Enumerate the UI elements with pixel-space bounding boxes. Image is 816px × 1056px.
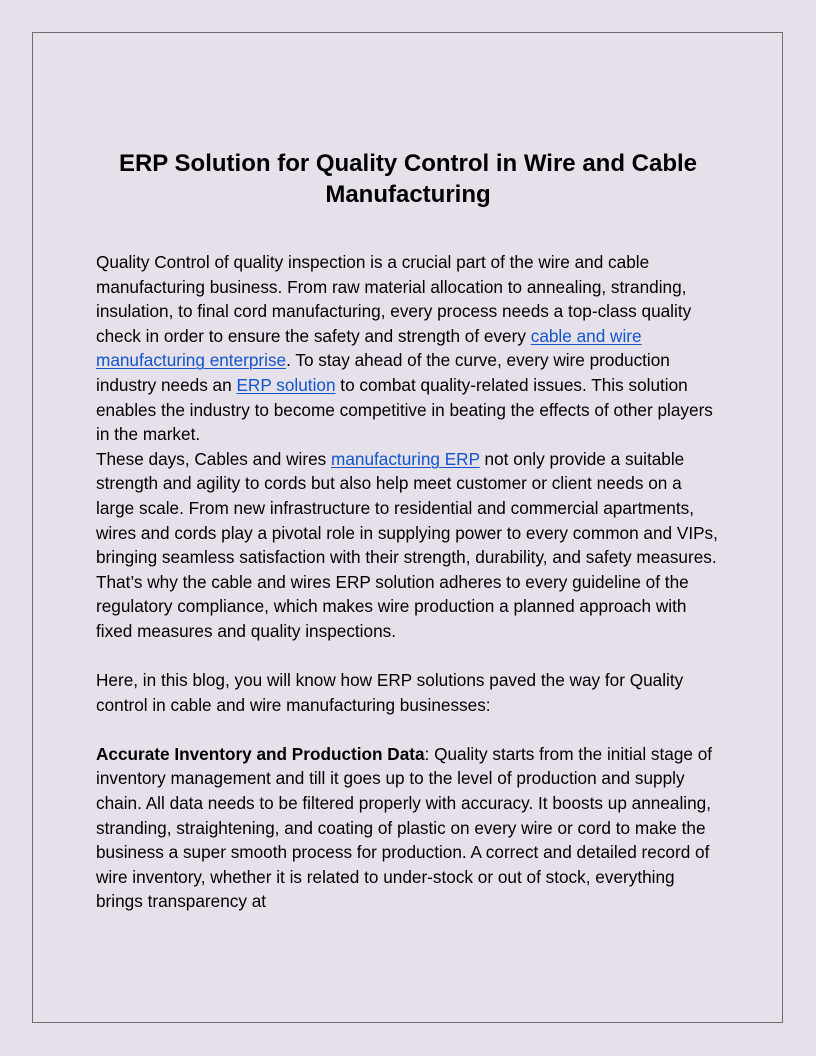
intro-text-3: to combat quality-related issues. This solution enables the industry to become competitive in beating the effects of other players in the market. [96,374,713,445]
inventory-section-paragraph [96,742,720,914]
intro-text-1: Quality Control of quality inspection is a crucial part of the wire and cable manufacturing business. From raw material allocation to annealing, stranding, insulation, to final cord manufacturing, every process needs a top-class quality check in order to ensure the safety and strength of every [96,252,692,346]
second-text-1: These days, Cables and wires [96,448,332,469]
intro-paragraph [96,250,720,447]
erp-solution-link[interactable]: ERP solution [236,374,336,395]
paragraph-spacer [96,717,720,742]
page-title: ERP Solution for Quality Control in Wire and Cable Manufacturing [118,150,698,208]
second-paragraph [96,447,720,644]
second-text-2: not only provide a suitable strength and agility to cords but also help meet customer or client needs on a large scale. From new infrastructure to residential and commercial apartments, wires and cords play a pivotal role in supplying power to every common and VIPs, bringing seamless satisfaction with their strength, durability, and safety measures. That’s why the cable and wires ERP solution adheres to every guideline of the regulatory compliance, which makes wire production a planned approach with fixed measures and quality inspections. [96,448,718,641]
cable-wire-enterprise-link[interactable]: cable and wire manufacturing enterprise [96,325,642,371]
manufacturing-erp-link[interactable]: manufacturing ERP [331,448,480,469]
inventory-section-heading: Accurate Inventory and Production Data [96,743,425,764]
intro-text-2: . To stay ahead of the curve, every wire production industry needs an [96,350,670,395]
blog-intro-paragraph: Here, in this blog, you will know how ERP solutions paved the way for Quality control in cable and wire manufacturing businesses: [96,670,684,715]
document-body [96,148,720,914]
inventory-section-text: : Quality starts from the initial stage of inventory management and till it goes up to the level of production and supply chain. All data needs to be filtered properly with accuracy. It boosts up annealing, stranding, straightening, and coating of plastic on every wire or cord to make the business a super smooth process for production. A correct and detailed record of wire inventory, whether it is related to under-stock or out of stock, everything brings transparency at [96,743,713,912]
paragraph-spacer [96,644,720,669]
